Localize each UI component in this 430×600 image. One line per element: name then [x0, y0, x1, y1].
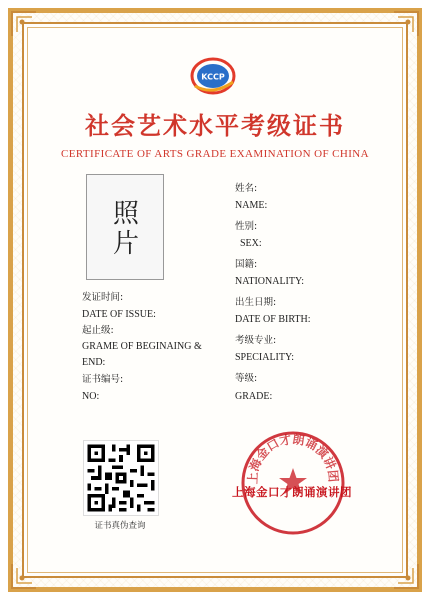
qr-caption: 证书真伪查询 — [94, 521, 146, 531]
name-label-cn: 姓名: — [235, 183, 258, 194]
grade-label-en: GRADE: — [235, 391, 273, 402]
birth-date-label-cn: 出生日期: — [235, 297, 277, 308]
birth-date-label-en: DATE OF BIRTH: — [235, 314, 311, 325]
cert-number-label-en: NO: — [82, 391, 100, 402]
cert-number-label-cn: 证书编号: — [82, 374, 124, 385]
corner-ornament-icon — [392, 10, 420, 38]
photo-label: 照片 — [112, 199, 139, 259]
nationality-label-cn: 国籍: — [235, 259, 258, 270]
sex-label-en: SEX: — [240, 238, 262, 249]
grade-range-label-cn: 起止级: — [82, 325, 114, 336]
certificate-title: 社会艺术水平考级证书 — [85, 112, 345, 140]
nationality-label-en: NATIONALITY: — [235, 276, 305, 287]
issue-date-label-cn: 发证时间: — [82, 292, 124, 303]
official-seal — [238, 428, 348, 538]
kccp-logo — [189, 56, 237, 96]
speciality-label-en: SPECIALITY: — [235, 352, 295, 363]
certificate-subtitle: CERTIFICATE OF ARTS GRADE EXAMINATION OF CHINA — [61, 148, 369, 160]
sex-label-cn: 性别: — [235, 221, 258, 232]
verification-qr-code[interactable] — [83, 440, 159, 516]
grade-label-cn: 等级: — [235, 373, 258, 384]
corner-ornament-icon — [10, 10, 38, 38]
grade-range-label-en-2: END: — [82, 357, 106, 368]
issuer-name: 上海金口才朗诵演讲团 — [232, 485, 352, 499]
grade-range-label-en: GRAME OF BEGINAING & — [82, 341, 202, 352]
speciality-label-cn: 考级专业: — [235, 335, 277, 346]
corner-ornament-icon — [392, 562, 420, 590]
seal-text: 上海金口才朗诵演讲团 — [245, 432, 341, 485]
issue-date-label-en: DATE OF ISSUE: — [82, 309, 156, 320]
photo-placeholder — [86, 174, 164, 280]
name-label-en: NAME: — [235, 200, 268, 211]
corner-ornament-icon — [10, 562, 38, 590]
logo-text: KCCP — [201, 72, 225, 82]
